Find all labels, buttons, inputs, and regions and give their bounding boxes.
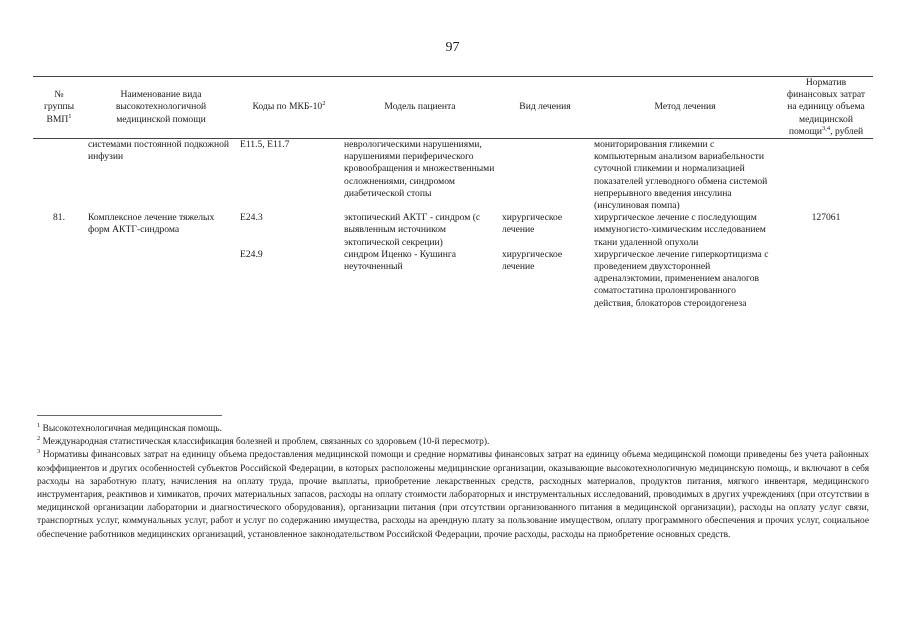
footnote-1: $^1$ Высокотехнологичная медицинская помощь. <box>37 421 222 434</box>
footnote-3: $^3$ Нормативы финансовых затрат на единицу объема предоставления медицинской помощи и средние нормативы финансовых затрат на единицу объема медицинской помощи приведены без учета районных коэффициентов и других особенностей субъектов Российской Федерации, в которых расположены медицинские организации, оказывающие высокотехнологичную медицинскую помощь, и включают в себя расходы на заработную плату, начисления на оплату труда, прочие выплаты, приобретение лекарственных средств, расходных материалов, продуктов питания, мягкого инвентаря, медицинского инструментария, реактивов и химикатов, прочих материальных запасов, расходы на оплату стоимости лабораторных и инструментальных исследований, проводимых в других учреждениях (при отсутствии в медицинской организации лаборатории и диагностического оборудования), организации питания (при отсутствии организованного питания в медицинской организации), расходы на оплату услуг связи, транспортных услуг, коммунальных услуг, работ и услуг по содержанию имущества, расходы на арендную плату за пользование имуществом, оплату программного обеспечения и прочих услуг, социальное обеспечение работников медицинских организаций, установленное законодательством Российской Федерации, прочие расходы, расходы на приобретение основных средств. <box>37 448 869 540</box>
cell-group-number: 81. <box>53 212 65 224</box>
header-group-number: № группы ВМП$^1$ <box>33 77 85 139</box>
cell-icd-codes: E24.9 <box>240 248 263 260</box>
cell-cost-norm: 127061 <box>811 212 841 224</box>
cell-cost-norm <box>779 139 873 213</box>
cell-cost-norm <box>779 249 873 310</box>
cell-treatment-method: хирургическое лечение с последующим иммуногисто-химическим исследованием ткани удаленной опухоли <box>594 212 766 248</box>
header-icd-codes: Коды по МКБ-$10^2$ <box>237 77 341 139</box>
cell-treatment-type: хирургическое лечение <box>502 212 563 236</box>
header-patient-model: Модель пациента <box>341 77 499 139</box>
cell-care-type-name <box>85 249 237 310</box>
footnote-2: $^2$ Международная статистическая классификация болезней и проблем, связанных со здоровьем (10-й пересмотр). <box>37 435 490 448</box>
table-row <box>33 212 873 249</box>
cell-group-number <box>33 249 85 310</box>
cell-icd-codes: E24.3 <box>240 212 263 224</box>
cell-care-type-name: системами постоянной подкожной инфузии <box>88 139 230 163</box>
footnotes <box>37 423 869 542</box>
table-header-row <box>33 77 873 139</box>
cell-patient-model: эктопический АКТГ - синдром (с выявленным источником эктопической секреции) <box>344 212 481 248</box>
header-treatment-type: Вид лечения <box>499 77 591 139</box>
cell-care-type-name: Комплексное лечение тяжелых форм АКТГ-синдрома <box>88 212 215 236</box>
cell-icd-codes: E11.5, E11.7 <box>240 139 290 151</box>
cell-patient-model: синдром Иценко - Кушинга неуточненный <box>344 248 457 273</box>
table-row <box>33 249 873 310</box>
cell-group-number <box>33 139 85 213</box>
cell-treatment-type <box>499 139 591 213</box>
header-cost-norm: Норматив финансовых затрат на единицу объема медицинской помощи$^{3,4}$, рублей <box>779 77 873 139</box>
cell-treatment-type: хирургическое лечение <box>502 248 563 273</box>
cell-treatment-method: мониторирования гликемии с компьютерным анализом вариабельности суточной гликемии и нормализацией показателей углеводного обмена системой непрерывного введения инсулина (инсулиновая помпа) <box>594 139 768 212</box>
page-number: 97 <box>445 40 460 55</box>
table-row <box>33 139 873 213</box>
footnote-divider <box>37 415 222 416</box>
vmp-table <box>33 76 873 310</box>
cell-patient-model: неврологическими нарушениями, нарушениями периферического кровообращения и множественными осложнениями, синдромом диабетической стопы <box>344 139 495 199</box>
cell-treatment-method: хирургическое лечение гиперкортицизма с проведением двухсторонней адреналэктомии, применением аналогов соматостатина пролонгированного действия, блокаторов стероидогенеза <box>594 248 769 309</box>
header-treatment-method: Метод лечения <box>591 77 779 139</box>
header-care-type-name: Наименование вида высокотехнологичной медицинской помощи <box>85 77 237 139</box>
